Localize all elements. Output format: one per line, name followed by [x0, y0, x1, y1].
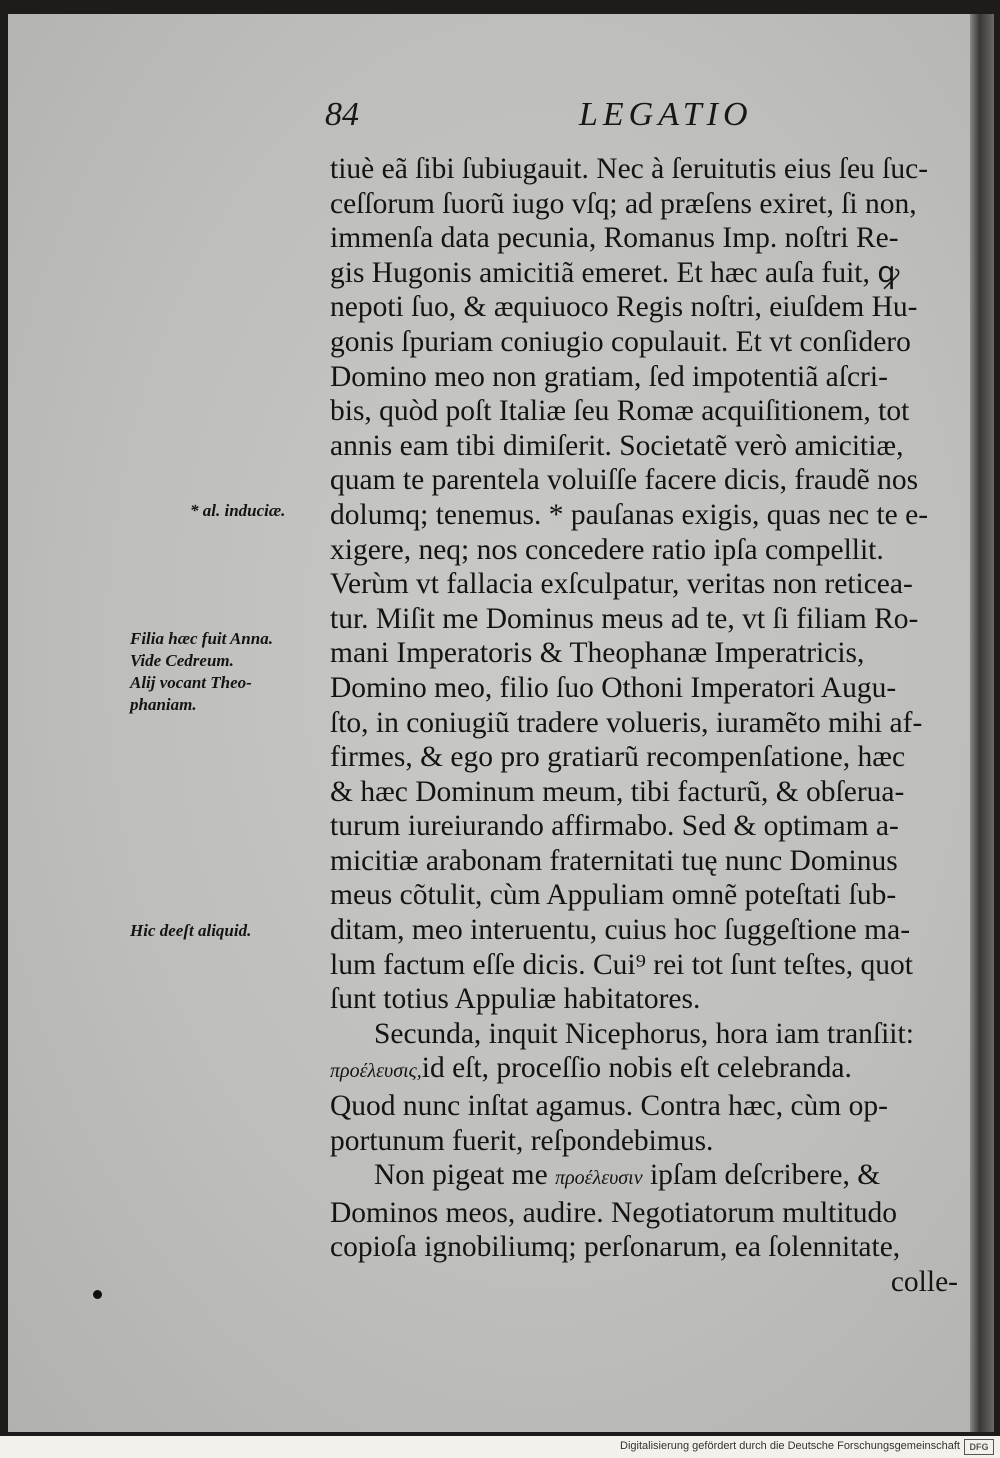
text-line: ſunt totius Appuliæ habitatores. [330, 983, 701, 1016]
text-line: firmes, & ego pro gratiarũ recompenſatione, hæc [330, 741, 906, 774]
text-line: ceſſorum ſuorũ iugo vſq; ad præſens exiret, ſi non, [330, 187, 917, 220]
greek-word: προέλευσιν [555, 1167, 643, 1190]
text-line: Verùm vt fallacia exſculpatur, veritas non reticea- [330, 568, 913, 601]
text-line: xigere, neq; nos concedere ratio ipſa compellit. [330, 533, 884, 566]
text-line: tur. Miſit me Dominus meus ad te, vt ſi filiam Ro- [330, 602, 919, 635]
text-line: meus cõtulit, cùm Appuliam omnẽ poteſtati ſub- [330, 879, 897, 912]
page-header [325, 96, 955, 146]
text-line [330, 1051, 958, 1089]
text-line: annis eam tibi dimiſerit. Societatẽ verò amicitiæ, [330, 429, 904, 462]
main-text-block [330, 152, 958, 1300]
text-line: dolumq; tenemus. * pauſanas exigis, quas nec te e- [330, 498, 929, 531]
text-line: bis, quòd poſt Italiæ ſeu Romæ acquiſitionem, tot [330, 395, 910, 428]
text-line: copioſa ignobiliumq; perſonarum, ea ſolennitate, [330, 1231, 901, 1264]
text-line: tiuè eã ſibi ſubiugauit. Nec à ſeruitutis eius ſeu ſuc- [330, 153, 929, 185]
page-number: 84 [325, 96, 359, 133]
text-line: immenſa data pecunia, Romanus Imp. noſtri Re- [330, 222, 899, 255]
text-line: Dominos meos, audire. Negotiatorum multitudo [330, 1196, 897, 1229]
text-line: turum iureiurando affirmabo. Sed & optimam a- [330, 810, 899, 843]
margin-note-line: Alij vocant Theo- [130, 673, 252, 692]
catchword: colle- [890, 1266, 958, 1298]
text-line: lum factum eſſe dicis. Cui⁹ rei tot ſunt teſtes, quot [330, 948, 913, 981]
text-line: & hæc Dominum meum, tibi facturũ, & obſerua- [330, 775, 905, 808]
text-line: ditam, meo interuentu, cuius hoc ſuggeſtione ma- [330, 914, 911, 947]
text-line: quam te parentela voluiſſe facere dicis, fraudẽ nos [330, 464, 919, 497]
margin-note-deest: Hic deeſt aliquid. [130, 921, 252, 940]
margin-note-line: phaniam. [130, 695, 197, 714]
text-line: nepoti ſuo, & æquiuoco Regis noſtri, eiuſdem Hu- [330, 291, 918, 324]
text-line: portunum fuerit, reſpondebimus. [330, 1124, 714, 1157]
text-line: gonis ſpuriam coniugio copulauit. Et vt conſidero [330, 325, 911, 358]
page-edge [970, 14, 994, 1432]
footer-bar [0, 1436, 1000, 1458]
text-line: ſto, in coniugiũ tradere volueris, iuramẽto mihi af- [330, 706, 923, 739]
margin-note-line: Filia hæc fuit Anna. [130, 629, 273, 648]
ink-dot [93, 1290, 102, 1299]
margin-note-anna [130, 628, 273, 716]
text-span: id eſt, proceſſio nobis eſt celebranda. [421, 1052, 852, 1085]
text-line [330, 1158, 958, 1196]
margin-note-induciae: * al. induciæ. [190, 501, 286, 520]
margin-note-line: Vide Cedreum. [130, 651, 234, 670]
text-line: mani Imperatoris & Theophanæ Imperatricis, [330, 637, 865, 670]
text-line: Secunda, inquit Nicephorus, hora iam tranſiit: [374, 1017, 914, 1050]
text-line: micitiæ arabonam fraternitati tuę nunc Dominus [330, 844, 898, 877]
text-line: Domino meo non gratiam, ſed impotentiã aſcri- [330, 360, 888, 393]
text-span: ipſam deſcribere, & [642, 1159, 881, 1192]
text-line: Domino meo, filio ſuo Othoni Imperatori Augu- [330, 671, 897, 704]
text-line: Quod nunc inſtat agamus. Contra hæc, cùm op- [330, 1090, 888, 1123]
greek-word: προέλευσις, [330, 1060, 422, 1083]
running-head: LEGATIO [579, 96, 753, 133]
dfg-logo: DFG [964, 1439, 994, 1455]
text-span: Non pigeat me [374, 1159, 556, 1192]
text-line: gis Hugonis amicitiã emeret. Et hæc auſa fuit, ꝙ [330, 256, 900, 289]
funding-credit: Digitalisierung gefördert durch die Deutsche Forschungsgemeinschaft [620, 1440, 960, 1452]
